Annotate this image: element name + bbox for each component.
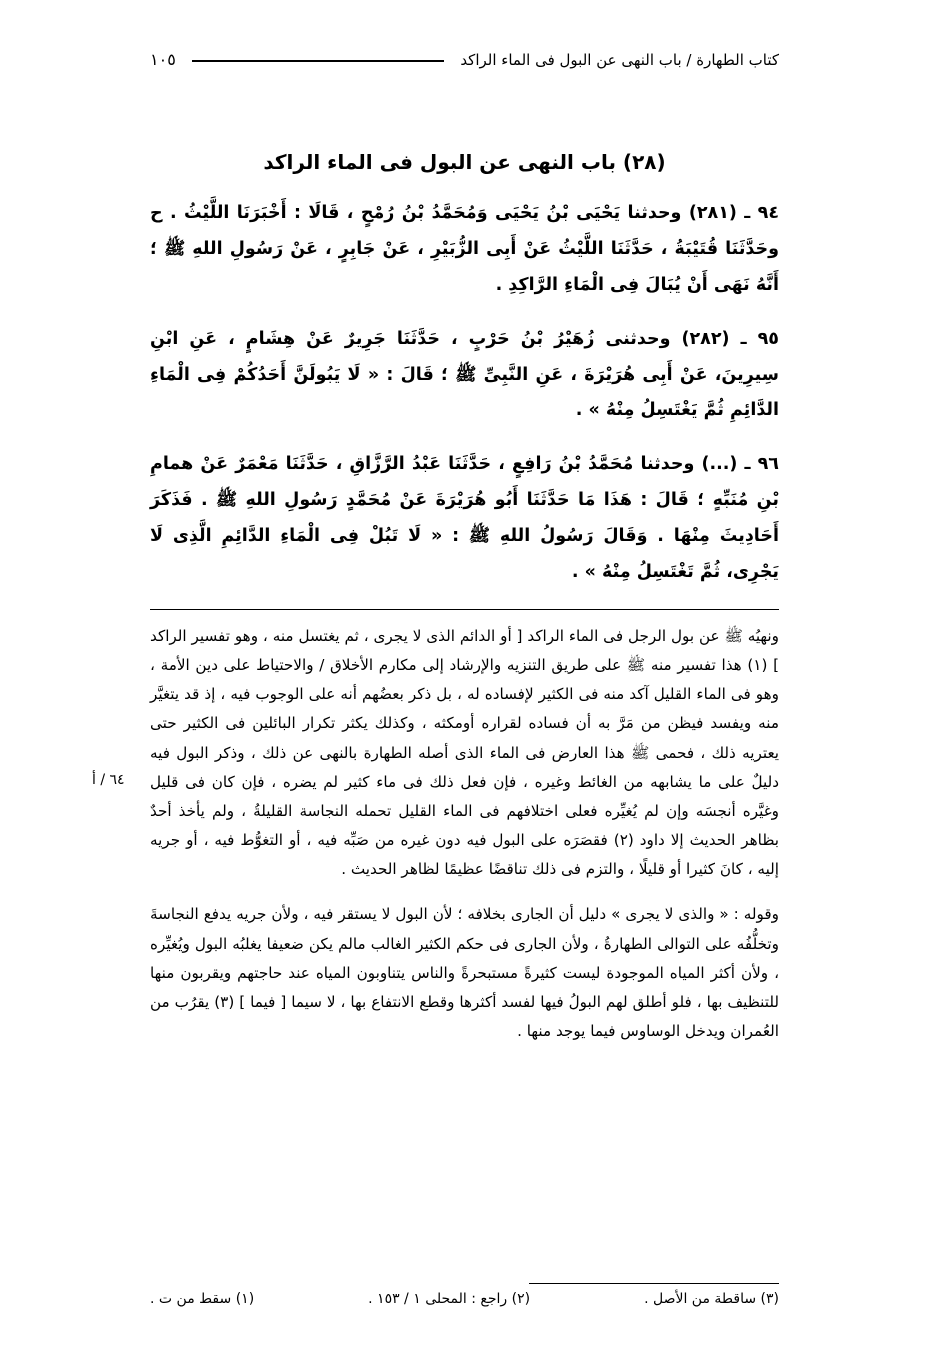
header-page-number: ١٠٥ xyxy=(150,50,176,69)
hadith-entry: ٩٤ ـ (٢٨١) وحدثنا يَحْيَى بْنُ يَحْيَى وَمُحَمَّدُ بْنُ رُمْحٍ ، قَالَا : أَخْبَرَنَا اللَّيْثُ . ح وحَدَّثَنَا قُتَيْبَةُ ، حَدَّثَنَا اللَّيْثُ عَنْ أَبِى الزُّبَيْرِ ، عَنْ جَابِرٍ ، عَنْ رَسُولِ اللهِ ﷺ ؛ أَنَّهُ نَهَى أَنْ يُبَالَ فِى الْمَاءِ الرَّاكِدِ . xyxy=(150,203,780,295)
page-content xyxy=(150,150,779,1062)
footnote-item: (١) سقط من ت . xyxy=(150,1291,255,1307)
footnote-rule xyxy=(529,1283,779,1284)
running-header xyxy=(150,52,779,68)
header-title: كتاب الطهارة / باب النهى عن البول فى الماء الراكد xyxy=(460,50,779,69)
footnote-item: (٢) راجع : المحلى ١ / ١٥٣ . xyxy=(368,1291,531,1307)
hadith-entry: ٩٥ ـ (٢٨٢) وحدثنى زُهَيْرُ بْنُ حَرْبٍ ، حَدَّثَنَا جَرِيرٌ عَنْ هِشَامٍ ، عَنِ ابْنِ سِيرِينَ، عَنْ أَبِى هُرَيْرَةَ ، عَنِ النَّبِىِّ ﷺ ؛ قَالَ : « لَا يَبُولَنَّ أَحَدُكُمْ فِى الْمَاءِ الدَّائِمِ ثُمَّ يَغْتَسِلُ مِنْهُ » . xyxy=(150,328,779,421)
footnote-item: (٣) ساقطة من الأصل . xyxy=(644,1291,779,1307)
chapter-title: (٢٨) باب النهى عن البول فى الماء الراكد xyxy=(263,150,666,174)
commentary-paragraph: ونهيُه ﷺ عن بول الرجل فى الماء الراكد [ أو الدائم الذى لا يجرى ، ثم يغتسل منه ، وهو تفسير الراكد ] (١) هذا تفسير منه ﷺ على طريق التنزيه والإرشاد إلى مكارم الأخلاق / والاحتياط على دين الأمة ، وهو فى الماء القليل آكد منه فى الكثير لإفساده له ، بل ذكر بعضُهم أنه على الوجوب فيه ، إذ قد يتغيَّر منه ويفسد فيظن من مَرَّ به أن فساده لقراره أومكثه ، وكذلك يكثر تكرار البائلين فى الكثير حتى يعتريه ذلك ، فحمى ﷺ هذا العارض فى الماء الذى أصله الطهارة بالنهى عن ذلك ، وذكر البول فيه دليلٌ على ما يشابهه من الغائط وغيره ، فإن فعل ذلك فى ماء كثير لم يضره ، فإن كان فى قليل وغيَّره أنجسَه وإن لم يُغيِّره فعلى اختلافهم فى الماء القليل تحمله النجاسة القليلةُ ، ولم يأخذ أحدٌ بظاهر الحديث إلا داود (٢) فقصَرَه على البول فيه دون غيره من صَبِّه فيه ، أو التغوُّط فيه ، أو جريه إليه ، كانَ كثيرا أو قليلًا ، والتزم فى ذلك تناقضًا عظيمًا لظاهر الحديث . xyxy=(150,626,779,879)
footnote-list xyxy=(150,1291,779,1307)
hadith-entry: ٩٦ ـ (...) وحدثنا مُحَمَّدُ بْنُ رَافِعٍ ، حَدَّثَنَا عَبْدُ الرَّزَّاقِ ، حَدَّثَنَا مَعْمَرٌ عَنْ همامِ بْنِ مُنَبِّهٍ ؛ قَالَ : هَذَا مَا حَدَّثَنَا أَبُو هُرَيْرَةَ عَنْ مُحَمَّدٍ رَسُولِ اللهِ ﷺ . فَذَكَرَ أَحَادِيثَ مِنْهَا . وَقَالَ رَسُولُ اللهِ ﷺ : « لَا تَبُلْ فِى الْمَاءِ الدَّائِمِ الَّذِى لَا يَجْرِى، ثُمَّ تَغْتَسِلُ مِنْهُ » . xyxy=(150,454,779,582)
header-rule xyxy=(192,60,445,62)
footnote-area xyxy=(150,1283,779,1307)
margin-folio-mark: ٦٤ / أ xyxy=(92,772,125,788)
commentary-paragraph: وقوله : « والذى لا يجرى » دليل أن الجارى بخلافه ؛ لأن البول لا يستقر فيه ، ولأن جريه يدفع النجاسةَ وتخلُّفُه على التوالى الطهارةُ ، ولأن الجارى فى حكم الكثير الغالب مالم يكن ضعيفا يغلبُه البول ويُغيِّره ، ولأن أكثر المياه الموجودة ليست كثيرةً مستبحرةً والناس يتناوبون المياه عند حاجتهم ويقربون منها للتنظيف بها ، فلو أطلق لهم البولُ فيها لفسد أكثرها وقطع الانتفاع بها ، لا سيما [ فيما ] (٣) يقرُب من العُمران ويدخل الوساوس فيما يوجد منها . xyxy=(150,905,779,1041)
section-divider xyxy=(150,609,779,610)
